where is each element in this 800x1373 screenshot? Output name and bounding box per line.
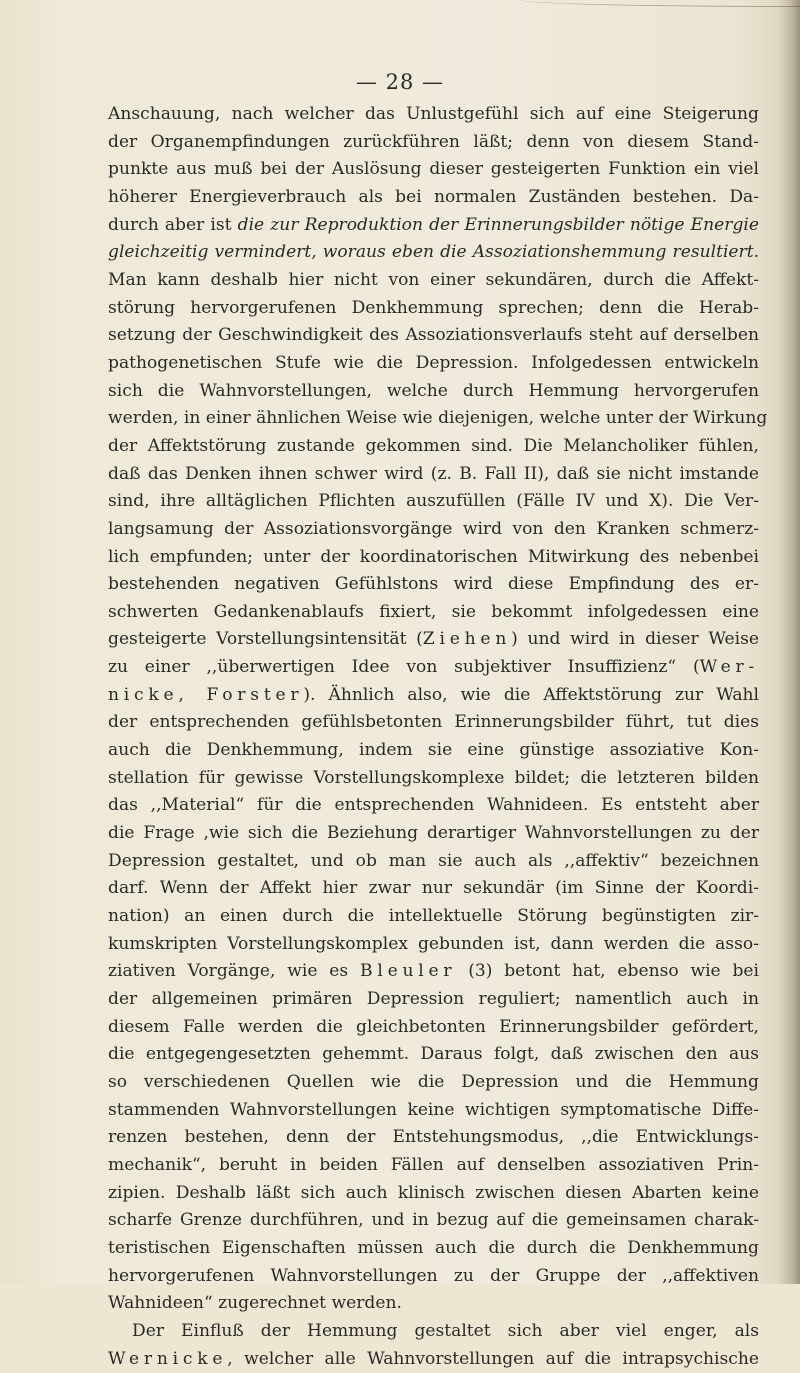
text-segment: schwerten Gedankenablaufs fixiert, sie bekommt infolgedessen eine [108, 601, 759, 622]
text-segment: stammenden Wahnvorstellungen keine wichtigen symptomatische Diffe- [108, 1099, 759, 1120]
text-segment: diesem Falle werden die gleichbetonten Erinnerungsbilder gefördert, [108, 1016, 759, 1037]
text-line [108, 405, 768, 433]
text-segment: pathogenetischen Stufe wie die Depression. Infolgedessen entwickeln [108, 352, 759, 373]
text-line [108, 1346, 759, 1373]
text-line [108, 1263, 759, 1291]
text-line [108, 101, 759, 129]
text-segment: teristischen Eigenschaften müssen auch die durch die Denkhemmung [108, 1237, 759, 1258]
text-line [108, 267, 759, 295]
text-segment: ). Ähnlich also, wie die Affektstörung zur Wahl [303, 684, 759, 705]
text-segment: ) und wird in dieser Weise [511, 629, 759, 650]
text-segment: die entgegengesetzten gehemmt. Daraus folgt, daß zwischen den aus [108, 1044, 759, 1065]
text-segment: auch die Denkhemmung, indem sie eine günstige assoziative Kon- [108, 740, 759, 761]
body-text [108, 101, 768, 1373]
text-segment: darf. Wenn der Affekt hier zwar nur sekundär (im Sinne der Koordi- [108, 878, 759, 899]
text-line [108, 461, 759, 489]
text-segment: das ,,Material“ für die entsprechenden Wahnideen. Es entsteht aber [108, 795, 759, 816]
text-line [108, 1124, 759, 1152]
text-segment: durch aber ist [108, 214, 238, 235]
text-segment: lich empfunden; unter der koordinatorischen Mitwirkung des nebenbei [108, 546, 759, 567]
spaced-name: nicke, Forster [108, 684, 304, 705]
text-segment: der Organempfindungen zurückführen läßt; denn von diesem Stand- [108, 131, 759, 152]
text-segment: hervorgerufenen Wahnvorstellungen zu der Gruppe der ,,affektiven [108, 1265, 759, 1286]
text-segment: setzung der Geschwindigkeit des Assoziationsverlaufs steht auf derselben [108, 325, 759, 346]
text-line [108, 516, 759, 544]
text-line [108, 903, 759, 931]
text-segment: kumskripten Vorstellungskomplex gebunden ist, dann werden die asso- [108, 933, 759, 954]
text-line [108, 958, 759, 986]
text-segment: Anschauung, nach welcher das Unlustgefühl sich auf eine Steigerung [108, 104, 759, 124]
text-line [108, 1014, 759, 1042]
text-line [108, 792, 759, 820]
text-line [108, 239, 759, 267]
text-segment: nation) an einen durch die intellektuelle Störung begünstigten zir- [108, 906, 759, 927]
text-segment: langsamung der Assoziationsvorgänge wird von den Kranken schmerz- [108, 518, 759, 539]
text-line [108, 544, 759, 572]
text-segment: (3) betont hat, ebenso wie bei [456, 961, 760, 982]
text-segment: zipien. Deshalb läßt sich auch klinisch zwischen diesen Abarten keine [108, 1182, 759, 1203]
text-segment: so verschiedenen Quellen wie die Depression und die Hemmung [108, 1071, 759, 1092]
text-segment: werden, in einer ähnlichen Weise wie diejenigen, welche unter der Wirkung [108, 408, 768, 429]
text-segment: ziativen Vorgänge, wie es [108, 961, 360, 982]
text-line [108, 433, 759, 461]
text-line [108, 599, 759, 627]
text-line [108, 875, 759, 903]
text-segment: störung hervorgerufenen Denkhemmung sprechen; denn die Herab- [108, 297, 759, 318]
text-segment: Wahnideen“ zugerechnet werden. [108, 1293, 402, 1314]
text-segment: höherer Energieverbrauch als bei normalen Zuständen bestehen. Da- [108, 186, 759, 207]
page-number: — 28 — [355, 70, 445, 94]
text-line [108, 1180, 759, 1208]
text-segment: , welcher alle Wahnvorstellungen auf die intrapsychische [227, 1348, 759, 1369]
text-segment: punkte aus muß bei der Auslösung dieser gesteigerten Funktion ein viel [108, 159, 759, 180]
text-segment: mechanik“, beruht in beiden Fällen auf denselben assoziativen Prin- [108, 1154, 759, 1175]
spaced-name: Wer- [699, 657, 759, 678]
text-segment: Man kann deshalb hier nicht von einer sekundären, durch die Affekt- [108, 269, 759, 290]
spaced-name: Ziehen [422, 629, 512, 650]
spaced-name: Wernicke [108, 1348, 228, 1369]
text-line [108, 1152, 759, 1180]
text-line [108, 1290, 759, 1318]
text-line [108, 626, 759, 654]
text-line [108, 488, 759, 516]
text-line [108, 571, 759, 599]
text-line [108, 322, 759, 350]
text-segment: Der Einfluß der Hemmung gestaltet sich aber viel enger, als [132, 1320, 759, 1341]
text-line [108, 820, 759, 848]
text-line [108, 1235, 759, 1263]
text-segment: gesteigerte Vorstellungsintensität ( [108, 629, 423, 650]
text-line [108, 709, 759, 737]
text-segment: bestehenden negativen Gefühlstons wird diese Empfindung des er- [108, 574, 759, 595]
text-line [108, 848, 759, 876]
text-segment: Depression gestaltet, und ob man sie auch als ,,affektiv“ bezeichnen [108, 850, 759, 871]
text-line [108, 129, 759, 157]
text-segment: stellation für gewisse Vorstellungskomplexe bildet; die letzteren bilden [108, 767, 759, 788]
text-segment: der entsprechenden gefühlsbetonten Erinnerungsbilder führt, tut dies [108, 712, 759, 733]
text-line [108, 295, 759, 323]
text-segment: zu einer ,,überwertigen Idee von subjektiver Insuffizienz“ ( [108, 657, 700, 678]
text-line [108, 765, 759, 793]
spaced-name: Bleuler [359, 961, 457, 982]
text-line [108, 682, 759, 710]
text-line [108, 212, 759, 240]
italic-emphasis: gleichzeitig vermindert, woraus eben die Assoziationshemmung resultiert. [108, 242, 759, 263]
text-segment: renzen bestehen, denn der Entstehungsmodus, ,,die Entwicklungs- [108, 1127, 759, 1148]
text-segment: der allgemeinen primären Depression reguliert; namentlich auch in [108, 989, 759, 1009]
text-line [108, 1069, 759, 1097]
text-segment: sich die Wahnvorstellungen, welche durch Hemmung hervorgerufen [108, 380, 759, 401]
text-line [108, 350, 759, 378]
text-line [108, 156, 759, 184]
text-line [108, 1207, 759, 1235]
text-line [108, 184, 759, 212]
italic-emphasis: die zur Reproduktion der Erinnerungsbilder nötige Energie [237, 214, 759, 235]
page-edge-shadow [778, 0, 800, 1284]
text-line [108, 1097, 759, 1125]
text-segment: der Affektstörung zustande gekommen sind. Die Melancholiker fühlen, [108, 435, 759, 456]
text-line [108, 1318, 759, 1346]
text-line [108, 378, 759, 406]
text-line [108, 986, 759, 1014]
text-segment: daß das Denken ihnen schwer wird (z. B. Fall II), daß sie nicht imstande [108, 463, 759, 484]
text-line [108, 931, 759, 959]
text-line [108, 1041, 759, 1069]
text-segment: die Frage ,wie sich die Beziehung derartiger Wahnvorstellungen zu der [108, 823, 759, 844]
text-segment: sind, ihre alltäglichen Pflichten auszufüllen (Fälle IV und X). Die Ver- [108, 491, 759, 512]
page-curl [520, 0, 800, 7]
text-line [108, 737, 759, 765]
text-line [108, 654, 759, 682]
text-segment: scharfe Grenze durchführen, und in bezug auf die gemeinsamen charak- [108, 1210, 759, 1231]
